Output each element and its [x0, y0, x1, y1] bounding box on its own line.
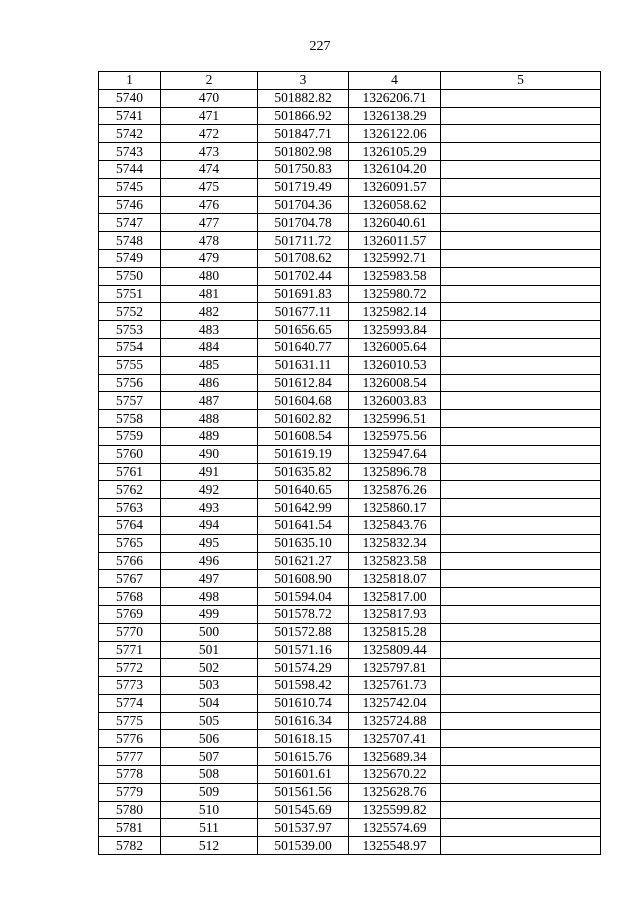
note-cell [441, 659, 601, 677]
x-coordinate-cell: 501621.27 [258, 552, 349, 570]
point-number-cell: 5743 [99, 143, 161, 161]
note-cell [441, 481, 601, 499]
table-row [99, 641, 601, 659]
point-number-cell: 5744 [99, 160, 161, 178]
y-coordinate-cell: 1326040.61 [349, 214, 441, 232]
y-coordinate-cell: 1325761.73 [349, 677, 441, 695]
point-number-cell: 5778 [99, 766, 161, 784]
index-cell: 499 [161, 605, 258, 623]
index-cell: 511 [161, 819, 258, 837]
y-coordinate-cell: 1325980.72 [349, 285, 441, 303]
x-coordinate-cell: 501704.36 [258, 196, 349, 214]
x-coordinate-cell: 501574.29 [258, 659, 349, 677]
table-row [99, 534, 601, 552]
note-cell [441, 605, 601, 623]
table-row [99, 605, 601, 623]
point-number-cell: 5748 [99, 232, 161, 250]
y-coordinate-cell: 1325896.78 [349, 463, 441, 481]
y-coordinate-cell: 1325993.84 [349, 321, 441, 339]
note-cell [441, 178, 601, 196]
note-cell [441, 730, 601, 748]
note-cell [441, 356, 601, 374]
y-coordinate-cell: 1326122.06 [349, 125, 441, 143]
index-cell: 479 [161, 249, 258, 267]
point-number-cell: 5771 [99, 641, 161, 659]
y-coordinate-cell: 1325982.14 [349, 303, 441, 321]
x-coordinate-cell: 501847.71 [258, 125, 349, 143]
table-header [99, 72, 601, 90]
index-cell: 498 [161, 588, 258, 606]
x-coordinate-cell: 501635.82 [258, 463, 349, 481]
table-row [99, 677, 601, 695]
x-coordinate-cell: 501866.92 [258, 107, 349, 125]
index-cell: 506 [161, 730, 258, 748]
point-number-cell: 5753 [99, 321, 161, 339]
note-cell [441, 267, 601, 285]
index-cell: 484 [161, 338, 258, 356]
point-number-cell: 5758 [99, 410, 161, 428]
table-row [99, 285, 601, 303]
x-coordinate-cell: 501572.88 [258, 623, 349, 641]
table-row [99, 463, 601, 481]
table-row [99, 570, 601, 588]
point-number-cell: 5773 [99, 677, 161, 695]
table-row [99, 445, 601, 463]
note-cell [441, 499, 601, 517]
note-cell [441, 125, 601, 143]
point-number-cell: 5777 [99, 748, 161, 766]
column-header: 1 [99, 72, 161, 90]
index-cell: 477 [161, 214, 258, 232]
note-cell [441, 392, 601, 410]
page-number: 227 [309, 39, 331, 54]
x-coordinate-cell: 501604.68 [258, 392, 349, 410]
index-cell: 505 [161, 712, 258, 730]
point-number-cell: 5751 [99, 285, 161, 303]
x-coordinate-cell: 501608.90 [258, 570, 349, 588]
y-coordinate-cell: 1326003.83 [349, 392, 441, 410]
y-coordinate-cell: 1326008.54 [349, 374, 441, 392]
y-coordinate-cell: 1326010.53 [349, 356, 441, 374]
index-cell: 488 [161, 410, 258, 428]
point-number-cell: 5740 [99, 89, 161, 107]
point-number-cell: 5745 [99, 178, 161, 196]
y-coordinate-cell: 1325817.93 [349, 605, 441, 623]
note-cell [441, 588, 601, 606]
note-cell [441, 374, 601, 392]
table-row [99, 125, 601, 143]
note-cell [441, 143, 601, 161]
x-coordinate-cell: 501802.98 [258, 143, 349, 161]
x-coordinate-cell: 501619.19 [258, 445, 349, 463]
point-number-cell: 5765 [99, 534, 161, 552]
index-cell: 508 [161, 766, 258, 784]
x-coordinate-cell: 501641.54 [258, 516, 349, 534]
x-coordinate-cell: 501691.83 [258, 285, 349, 303]
table-row [99, 588, 601, 606]
index-cell: 504 [161, 694, 258, 712]
y-coordinate-cell: 1325832.34 [349, 534, 441, 552]
note-cell [441, 232, 601, 250]
index-cell: 482 [161, 303, 258, 321]
point-number-cell: 5767 [99, 570, 161, 588]
y-coordinate-cell: 1325809.44 [349, 641, 441, 659]
x-coordinate-cell: 501631.11 [258, 356, 349, 374]
table-row [99, 392, 601, 410]
y-coordinate-cell: 1325707.41 [349, 730, 441, 748]
index-cell: 485 [161, 356, 258, 374]
point-number-cell: 5782 [99, 837, 161, 855]
point-number-cell: 5742 [99, 125, 161, 143]
note-cell [441, 783, 601, 801]
x-coordinate-cell: 501711.72 [258, 232, 349, 250]
table-row [99, 232, 601, 250]
point-number-cell: 5746 [99, 196, 161, 214]
x-coordinate-cell: 501616.34 [258, 712, 349, 730]
y-coordinate-cell: 1325843.76 [349, 516, 441, 534]
point-number-cell: 5750 [99, 267, 161, 285]
point-number-cell: 5766 [99, 552, 161, 570]
column-header: 5 [441, 72, 601, 90]
note-cell [441, 677, 601, 695]
point-number-cell: 5770 [99, 623, 161, 641]
table-row [99, 659, 601, 677]
column-header: 2 [161, 72, 258, 90]
table-row [99, 107, 601, 125]
index-cell: 509 [161, 783, 258, 801]
y-coordinate-cell: 1325742.04 [349, 694, 441, 712]
y-coordinate-cell: 1326138.29 [349, 107, 441, 125]
table-row [99, 214, 601, 232]
index-cell: 483 [161, 321, 258, 339]
y-coordinate-cell: 1325670.22 [349, 766, 441, 784]
x-coordinate-cell: 501635.10 [258, 534, 349, 552]
x-coordinate-cell: 501615.76 [258, 748, 349, 766]
y-coordinate-cell: 1325817.00 [349, 588, 441, 606]
x-coordinate-cell: 501656.65 [258, 321, 349, 339]
x-coordinate-cell: 501618.15 [258, 730, 349, 748]
index-cell: 487 [161, 392, 258, 410]
x-coordinate-cell: 501545.69 [258, 801, 349, 819]
x-coordinate-cell: 501539.00 [258, 837, 349, 855]
note-cell [441, 534, 601, 552]
table-row [99, 196, 601, 214]
note-cell [441, 249, 601, 267]
note-cell [441, 516, 601, 534]
x-coordinate-cell: 501594.04 [258, 588, 349, 606]
index-cell: 512 [161, 837, 258, 855]
y-coordinate-cell: 1325947.64 [349, 445, 441, 463]
index-cell: 497 [161, 570, 258, 588]
index-cell: 470 [161, 89, 258, 107]
y-coordinate-cell: 1326005.64 [349, 338, 441, 356]
x-coordinate-cell: 501882.82 [258, 89, 349, 107]
note-cell [441, 303, 601, 321]
table-row [99, 303, 601, 321]
point-number-cell: 5752 [99, 303, 161, 321]
index-cell: 494 [161, 516, 258, 534]
x-coordinate-cell: 501677.11 [258, 303, 349, 321]
index-cell: 507 [161, 748, 258, 766]
y-coordinate-cell: 1325689.34 [349, 748, 441, 766]
point-number-cell: 5762 [99, 481, 161, 499]
index-cell: 486 [161, 374, 258, 392]
note-cell [441, 552, 601, 570]
table-row [99, 321, 601, 339]
note-cell [441, 641, 601, 659]
point-number-cell: 5780 [99, 801, 161, 819]
note-cell [441, 837, 601, 855]
note-cell [441, 712, 601, 730]
index-cell: 490 [161, 445, 258, 463]
index-cell: 496 [161, 552, 258, 570]
x-coordinate-cell: 501601.61 [258, 766, 349, 784]
column-header: 4 [349, 72, 441, 90]
note-cell [441, 801, 601, 819]
table-row [99, 837, 601, 855]
index-cell: 503 [161, 677, 258, 695]
note-cell [441, 321, 601, 339]
y-coordinate-cell: 1326011.57 [349, 232, 441, 250]
x-coordinate-cell: 501708.62 [258, 249, 349, 267]
index-cell: 475 [161, 178, 258, 196]
point-number-cell: 5769 [99, 605, 161, 623]
point-number-cell: 5756 [99, 374, 161, 392]
y-coordinate-cell: 1325599.82 [349, 801, 441, 819]
y-coordinate-cell: 1326091.57 [349, 178, 441, 196]
x-coordinate-cell: 501719.49 [258, 178, 349, 196]
y-coordinate-cell: 1325628.76 [349, 783, 441, 801]
x-coordinate-cell: 501640.77 [258, 338, 349, 356]
table-row [99, 267, 601, 285]
note-cell [441, 748, 601, 766]
index-cell: 510 [161, 801, 258, 819]
table-row [99, 730, 601, 748]
y-coordinate-cell: 1325724.88 [349, 712, 441, 730]
index-cell: 492 [161, 481, 258, 499]
index-cell: 480 [161, 267, 258, 285]
y-coordinate-cell: 1325574.69 [349, 819, 441, 837]
table-row [99, 160, 601, 178]
x-coordinate-cell: 501561.56 [258, 783, 349, 801]
note-cell [441, 107, 601, 125]
point-number-cell: 5755 [99, 356, 161, 374]
index-cell: 491 [161, 463, 258, 481]
table-row [99, 783, 601, 801]
x-coordinate-cell: 501640.65 [258, 481, 349, 499]
point-number-cell: 5772 [99, 659, 161, 677]
y-coordinate-cell: 1325818.07 [349, 570, 441, 588]
x-coordinate-cell: 501612.84 [258, 374, 349, 392]
column-header: 3 [258, 72, 349, 90]
table-row [99, 552, 601, 570]
note-cell [441, 214, 601, 232]
table-row [99, 819, 601, 837]
header-row [99, 72, 601, 90]
note-cell [441, 445, 601, 463]
point-number-cell: 5741 [99, 107, 161, 125]
note-cell [441, 338, 601, 356]
index-cell: 472 [161, 125, 258, 143]
x-coordinate-cell: 501602.82 [258, 410, 349, 428]
index-cell: 501 [161, 641, 258, 659]
table-row [99, 623, 601, 641]
point-number-cell: 5749 [99, 249, 161, 267]
y-coordinate-cell: 1325996.51 [349, 410, 441, 428]
y-coordinate-cell: 1326206.71 [349, 89, 441, 107]
index-cell: 495 [161, 534, 258, 552]
note-cell [441, 410, 601, 428]
table-row [99, 481, 601, 499]
note-cell [441, 89, 601, 107]
table-row [99, 499, 601, 517]
point-number-cell: 5774 [99, 694, 161, 712]
point-number-cell: 5759 [99, 427, 161, 445]
table-row [99, 178, 601, 196]
point-number-cell: 5757 [99, 392, 161, 410]
y-coordinate-cell: 1325815.28 [349, 623, 441, 641]
table-row [99, 338, 601, 356]
table-row [99, 516, 601, 534]
x-coordinate-cell: 501702.44 [258, 267, 349, 285]
note-cell [441, 819, 601, 837]
point-number-cell: 5781 [99, 819, 161, 837]
y-coordinate-cell: 1325797.81 [349, 659, 441, 677]
note-cell [441, 160, 601, 178]
index-cell: 473 [161, 143, 258, 161]
table-row [99, 748, 601, 766]
y-coordinate-cell: 1325860.17 [349, 499, 441, 517]
index-cell: 500 [161, 623, 258, 641]
note-cell [441, 694, 601, 712]
point-number-cell: 5764 [99, 516, 161, 534]
x-coordinate-cell: 501642.99 [258, 499, 349, 517]
note-cell [441, 285, 601, 303]
table-row [99, 143, 601, 161]
point-number-cell: 5776 [99, 730, 161, 748]
x-coordinate-cell: 501610.74 [258, 694, 349, 712]
y-coordinate-cell: 1325548.97 [349, 837, 441, 855]
table-row [99, 89, 601, 107]
y-coordinate-cell: 1325876.26 [349, 481, 441, 499]
index-cell: 481 [161, 285, 258, 303]
note-cell [441, 463, 601, 481]
point-number-cell: 5747 [99, 214, 161, 232]
y-coordinate-cell: 1326105.29 [349, 143, 441, 161]
table-row [99, 249, 601, 267]
note-cell [441, 570, 601, 588]
x-coordinate-cell: 501537.97 [258, 819, 349, 837]
table-row [99, 356, 601, 374]
point-number-cell: 5760 [99, 445, 161, 463]
x-coordinate-cell: 501608.54 [258, 427, 349, 445]
index-cell: 502 [161, 659, 258, 677]
x-coordinate-cell: 501598.42 [258, 677, 349, 695]
index-cell: 476 [161, 196, 258, 214]
y-coordinate-cell: 1325823.58 [349, 552, 441, 570]
x-coordinate-cell: 501750.83 [258, 160, 349, 178]
point-number-cell: 5768 [99, 588, 161, 606]
y-coordinate-cell: 1325975.56 [349, 427, 441, 445]
index-cell: 489 [161, 427, 258, 445]
point-number-cell: 5761 [99, 463, 161, 481]
point-number-cell: 5763 [99, 499, 161, 517]
coordinates-table [98, 71, 601, 855]
table-row [99, 410, 601, 428]
x-coordinate-cell: 501571.16 [258, 641, 349, 659]
note-cell [441, 196, 601, 214]
table-row [99, 427, 601, 445]
note-cell [441, 623, 601, 641]
point-number-cell: 5775 [99, 712, 161, 730]
table-row [99, 712, 601, 730]
table-row [99, 694, 601, 712]
y-coordinate-cell: 1326104.20 [349, 160, 441, 178]
y-coordinate-cell: 1325983.58 [349, 267, 441, 285]
index-cell: 474 [161, 160, 258, 178]
x-coordinate-cell: 501578.72 [258, 605, 349, 623]
table-body [99, 89, 601, 854]
x-coordinate-cell: 501704.78 [258, 214, 349, 232]
table-row [99, 374, 601, 392]
index-cell: 471 [161, 107, 258, 125]
table-row [99, 766, 601, 784]
index-cell: 478 [161, 232, 258, 250]
table-row [99, 801, 601, 819]
note-cell [441, 427, 601, 445]
y-coordinate-cell: 1325992.71 [349, 249, 441, 267]
point-number-cell: 5754 [99, 338, 161, 356]
index-cell: 493 [161, 499, 258, 517]
point-number-cell: 5779 [99, 783, 161, 801]
y-coordinate-cell: 1326058.62 [349, 196, 441, 214]
note-cell [441, 766, 601, 784]
